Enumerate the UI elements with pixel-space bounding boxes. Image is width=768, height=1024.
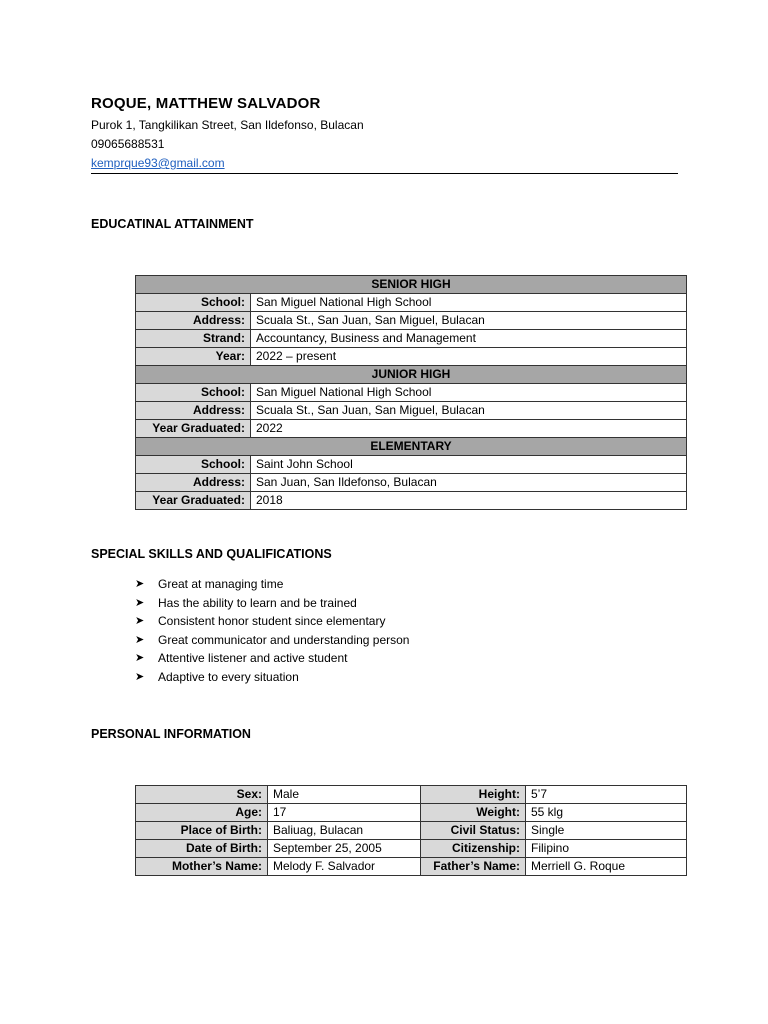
info-value: Baliuag, Bulacan xyxy=(268,822,421,840)
info-label: Place of Birth: xyxy=(136,822,268,840)
info-value: Merriell G. Roque xyxy=(526,858,687,876)
personal-info-table xyxy=(135,785,687,876)
skill-text: Has the ability to learn and be trained xyxy=(158,595,357,610)
skill-text: Attentive listener and active student xyxy=(158,651,348,665)
info-value: Male xyxy=(268,786,421,804)
row-value: San Miguel National High School xyxy=(251,294,687,312)
arrowhead-bullet-icon: ➤ xyxy=(135,633,145,646)
table-row xyxy=(136,384,687,402)
info-value: Single xyxy=(526,822,687,840)
list-item xyxy=(135,668,409,687)
table-row xyxy=(136,822,687,840)
info-label: Sex: xyxy=(136,786,268,804)
table-row xyxy=(136,804,687,822)
table-row xyxy=(136,858,687,876)
table-row xyxy=(136,456,687,474)
info-value: September 25, 2005 xyxy=(268,840,421,858)
info-value: 17 xyxy=(268,804,421,822)
junior-high-header: JUNIOR HIGH xyxy=(136,366,687,384)
table-row xyxy=(136,474,687,492)
row-label: Address: xyxy=(136,402,251,420)
header-divider xyxy=(91,173,678,174)
arrowhead-bullet-icon: ➤ xyxy=(135,615,145,627)
table-row xyxy=(136,348,687,366)
info-value: Melody F. Salvador xyxy=(268,858,421,876)
row-label: Year Graduated: xyxy=(136,492,251,510)
info-label: Age: xyxy=(136,804,268,822)
row-label: Address: xyxy=(136,312,251,330)
row-value: Scuala St., San Juan, San Miguel, Bulacan xyxy=(251,402,687,420)
row-label: Year Graduated: xyxy=(136,420,251,438)
row-value: San Miguel National High School xyxy=(251,384,687,402)
info-value: Filipino xyxy=(526,840,687,858)
row-value: Scuala St., San Juan, San Miguel, Bulacan xyxy=(251,312,687,330)
personal-heading: PERSONAL INFORMATION xyxy=(91,727,251,741)
list-item xyxy=(135,594,409,613)
arrowhead-bullet-icon: ➤ xyxy=(135,670,145,683)
info-value: 55 klg xyxy=(526,804,687,822)
senior-high-header: SENIOR HIGH xyxy=(136,276,687,294)
info-label: Weight: xyxy=(421,804,526,822)
info-value: 5’7 xyxy=(526,786,687,804)
education-heading: EDUCATINAL ATTAINMENT xyxy=(91,217,254,231)
row-value: 2022 – present xyxy=(251,348,687,366)
list-item xyxy=(135,649,409,668)
info-label: Civil Status: xyxy=(421,822,526,840)
row-label: Strand: xyxy=(136,330,251,348)
skills-heading: SPECIAL SKILLS AND QUALIFICATIONS xyxy=(91,547,332,561)
row-value: Accountancy, Business and Management xyxy=(251,330,687,348)
skills-list xyxy=(135,575,409,686)
info-label: Date of Birth: xyxy=(136,840,268,858)
table-row xyxy=(136,786,687,804)
list-item xyxy=(135,612,409,631)
table-row xyxy=(136,276,687,294)
applicant-name: ROQUE, MATTHEW SALVADOR xyxy=(91,95,321,112)
table-row xyxy=(136,438,687,456)
table-row xyxy=(136,840,687,858)
list-item xyxy=(135,575,409,594)
phone-number: 09065688531 xyxy=(91,137,165,151)
row-label: School: xyxy=(136,456,251,474)
address-line: Purok 1, Tangkilikan Street, San Ildefonso, Bulacan xyxy=(91,118,364,132)
row-label: School: xyxy=(136,294,251,312)
row-label: Year: xyxy=(136,348,251,366)
arrowhead-bullet-icon: ➤ xyxy=(135,596,145,609)
list-item xyxy=(135,631,409,650)
table-row xyxy=(136,330,687,348)
row-value: Saint John School xyxy=(251,456,687,474)
table-row xyxy=(136,366,687,384)
row-label: School: xyxy=(136,384,251,402)
skill-text: Great at managing time xyxy=(158,577,284,591)
info-label: Citizenship: xyxy=(421,840,526,858)
info-label: Father’s Name: xyxy=(421,858,526,876)
elementary-header: ELEMENTARY xyxy=(136,438,687,456)
info-label: Mother’s Name: xyxy=(136,858,268,876)
email-link[interactable]: kemprque93@gmail.com xyxy=(91,156,225,170)
info-label: Height: xyxy=(421,786,526,804)
skill-text: Adaptive to every situation xyxy=(158,669,299,684)
table-row xyxy=(136,492,687,510)
table-row xyxy=(136,402,687,420)
row-label: Address: xyxy=(136,474,251,492)
skill-text: Consistent honor student since elementary xyxy=(158,614,386,628)
row-value: 2018 xyxy=(251,492,687,510)
skill-text: Great communicator and understanding person xyxy=(158,632,410,647)
education-table xyxy=(135,275,687,510)
row-value: San Juan, San Ildefonso, Bulacan xyxy=(251,474,687,492)
table-row xyxy=(136,312,687,330)
row-value: 2022 xyxy=(251,420,687,438)
arrowhead-bullet-icon: ➤ xyxy=(135,652,145,664)
table-row xyxy=(136,294,687,312)
table-row xyxy=(136,420,687,438)
arrowhead-bullet-icon: ➤ xyxy=(135,578,145,590)
